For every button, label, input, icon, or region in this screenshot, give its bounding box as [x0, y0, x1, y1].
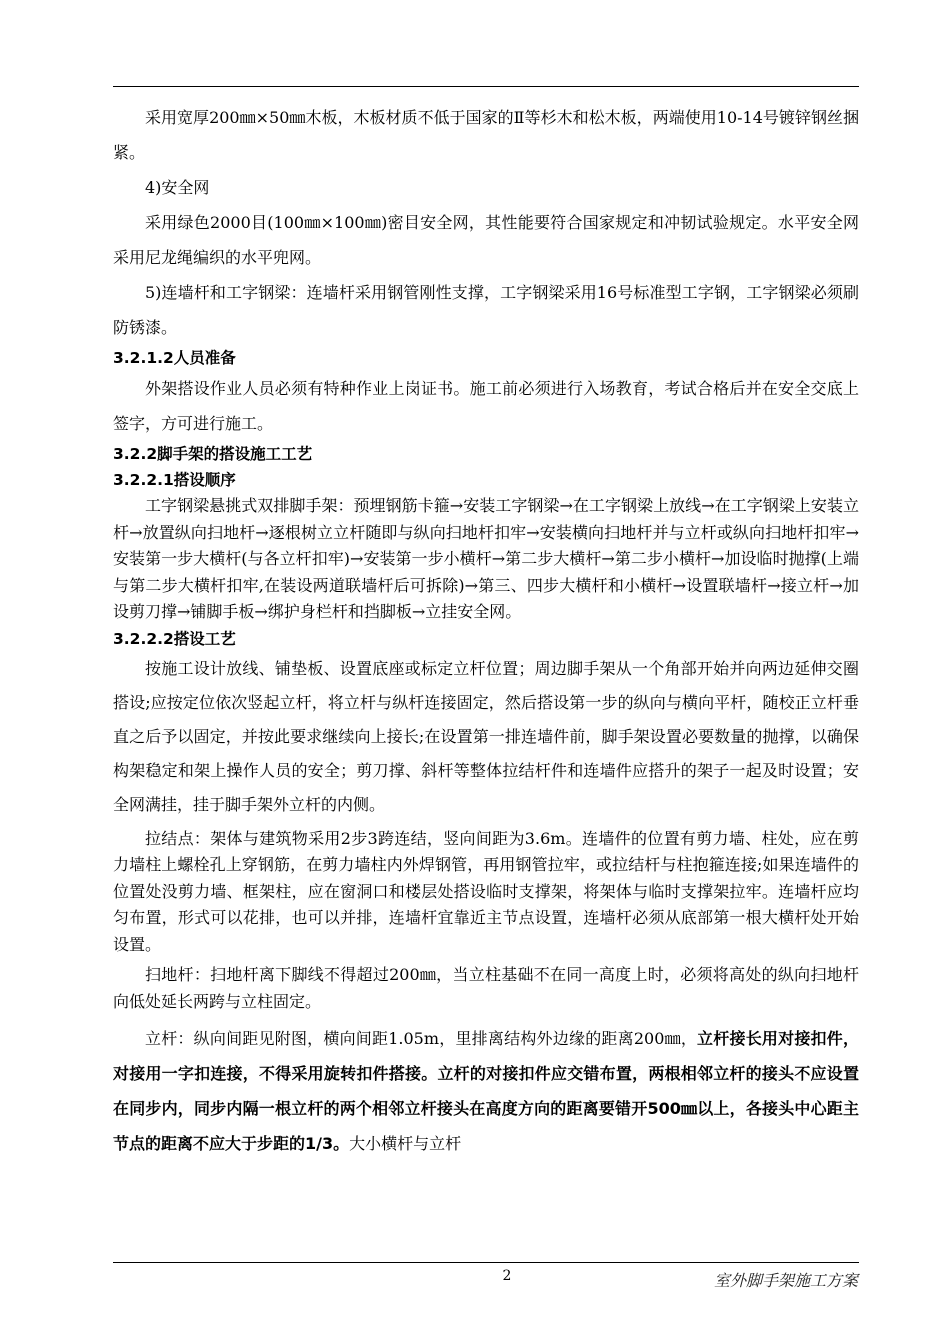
paragraph-erection-technique: 按施工设计放线、铺垫板、设置底座或标定立杆位置；周边脚手架从一个角部开始并向两边延伸交圈搭设;应按定位依次竖起立杆，将立杆与纵杆连接固定，然后搭设第一步的纵向与横向平杆，随校正立杆垂直之后予以固定，并按此要求继续向上接长;在设置第一排连墙件前，脚手架设置必要数量的抛撑，以确保构架稳定和架上操作人员的安全；剪刀撑、斜杆等整体拉结杆件和连墙件应搭升的架子一起及时设置；安全网满挂，挂于脚手架外立杆的内侧。 [113, 658, 859, 814]
footer-rule [113, 1262, 859, 1263]
paragraph-safety-net: 采用绿色2000目(100㎜×100㎜)密目安全网，其性能要符合国家规定和冲韧试验规定。水平安全网采用尼龙绳编织的水平兜网。 [113, 213, 859, 267]
item-safety-net: 4)安全网 [145, 178, 210, 197]
heading-erection-process: 3.2.2脚手架的搭设施工工艺 [113, 445, 313, 463]
footer-doc-title: 室外脚手架施工方案 [713, 1271, 858, 1290]
heading-personnel: 3.2.1.2人员准备 [113, 349, 236, 367]
paragraph-erection-sequence: 工字钢梁悬挑式双排脚手架：预埋钢筋卡箍→安装工字钢梁→在工字钢梁上放线→在工字钢梁上安装立杆→放置纵向扫地杆→逐根树立立杆随即与纵向扫地杆扣牢→安装横向扫地杆并与立杆或纵向扫地杆扣牢→安装第一步大横杆(与各立杆扣牢)→安装第一步小横杆→第二步大横杆→第二步小横杆→加设临时抛撑(上端与第二步大横杆扣牢,在装设两道联墙杆后可拆除)→第三、四步大横杆和小横杆→设置联墙杆→接立杆→加设剪刀撑→铺脚手板→绑护身栏杆和挡脚板→立挂安全网。 [113, 496, 859, 621]
page-body [113, 100, 859, 1161]
standards-text: 立杆：纵向间距见附图，横向间距1.05m，里排离结构外边缘的距离200㎜， [145, 1029, 698, 1048]
standards-bold-text: 立杆接长用对接扣件，对接用一字扣连接，不得采用旋转扣件搭接。立杆的对接扣件应交错布置，两根相邻立杆的接头不应设置在同步内，同步内隔一根立杆的两个相邻立杆接头在高度方向的距离要错开500㎜以上，各接头中心距主节点的距离不应大于步距的1/3。 [113, 1029, 859, 1153]
standards-tail-text: 大小横杆与立杆 [349, 1134, 462, 1153]
header-rule [113, 86, 859, 87]
paragraph-sweep-rods: 扫地杆：扫地杆离下脚线不得超过200㎜，当立柱基础不在同一高度上时，必须将高处的纵向扫地杆向低处延长两跨与立柱固定。 [113, 965, 859, 1011]
page-number: 2 [502, 1268, 512, 1284]
paragraph-wall-ties: 5)连墙杆和工字钢梁：连墙杆采用钢管刚性支撑，工字钢梁采用16号标准型工字钢，工字钢梁必须刷防锈漆。 [113, 283, 859, 337]
paragraph-planks: 采用宽厚200㎜×50㎜木板，木板材质不低于国家的Ⅱ等杉木和松木板，两端使用10-14号镀锌钢丝捆紧。 [113, 108, 859, 162]
heading-erection-sequence: 3.2.2.1搭设顺序 [113, 471, 236, 489]
heading-erection-technique: 3.2.2.2搭设工艺 [113, 629, 236, 648]
paragraph-tie-points: 拉结点：架体与建筑物采用2步3跨连结，竖向间距为3.6m。连墙件的位置有剪力墙、柱处，应在剪力墙柱上螺栓孔上穿钢筋，在剪力墙柱内外焊钢管，再用钢管拉牢，或拉结杆与柱抱箍连接;如果连墙件的位置处没剪力墙、框架柱，应在窗洞口和楼层处搭设临时支撑架，将架体与临时支撑架拉牢。连墙杆应均匀布置，形式可以花排，也可以并排，连墙杆宜靠近主节点设置，连墙杆必须从底部第一根大横杆处开始设置。 [113, 828, 859, 954]
paragraph-standards [113, 1021, 859, 1161]
paragraph-personnel: 外架搭设作业人员必须有特种作业上岗证书。施工前必须进行入场教育，考试合格后并在安全交底上签字，方可进行施工。 [113, 379, 859, 433]
